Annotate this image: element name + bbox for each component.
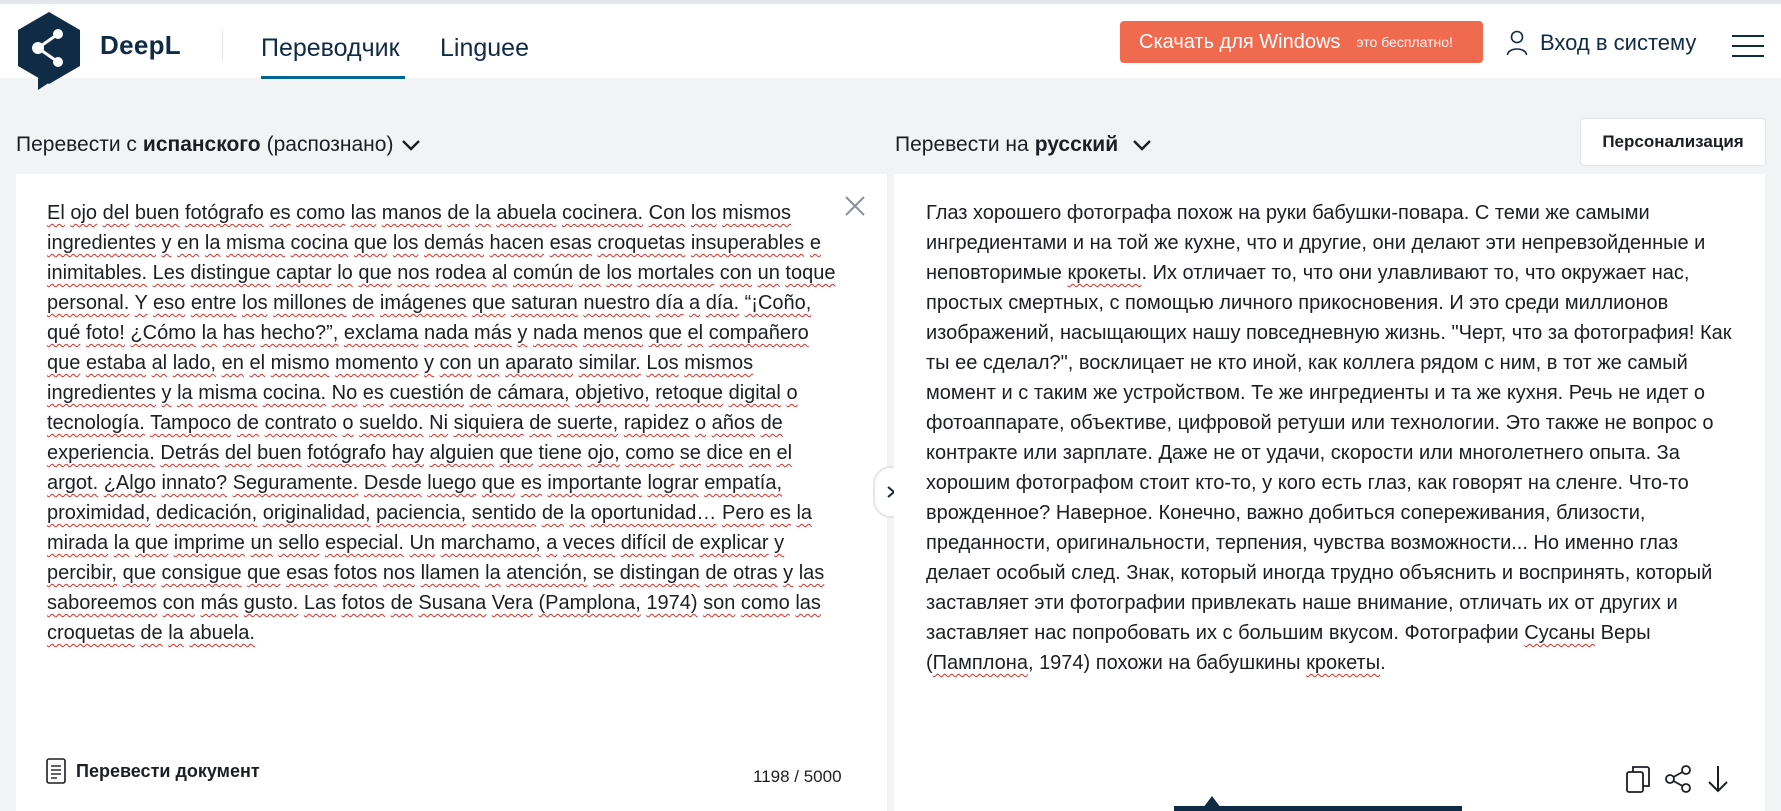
- source-word: experiencia.: [47, 442, 155, 464]
- source-word: inimitables.: [47, 262, 148, 284]
- source-word: del: [224, 442, 252, 464]
- source-word: tiene: [538, 442, 582, 464]
- source-word: demás: [423, 232, 484, 254]
- login-label: Вход в систему: [1540, 30, 1697, 55]
- source-word: que: [247, 562, 281, 584]
- tab-linguee[interactable]: Linguee: [440, 34, 529, 62]
- source-word: Un: [409, 532, 436, 554]
- source-word: Detrás: [160, 442, 220, 464]
- source-word: toque: [785, 262, 836, 284]
- source-word: a: [546, 532, 558, 554]
- source-word: No: [331, 382, 358, 404]
- source-word: como: [296, 202, 346, 224]
- target-panel: [894, 174, 1765, 811]
- source-word: ingredientes: [47, 232, 156, 254]
- source-word: los: [690, 202, 717, 224]
- source-word: cocina.: [262, 382, 327, 404]
- source-word: importante: [547, 472, 642, 494]
- source-word: y: [774, 532, 785, 554]
- source-word: argot.: [47, 472, 99, 494]
- source-word: ¿Algo: [103, 472, 156, 494]
- source-word: sentido: [471, 502, 537, 524]
- source-word: fotos: [333, 562, 378, 584]
- source-word: especial.: [324, 532, 404, 554]
- login-button[interactable]: [1506, 30, 1696, 56]
- source-word: que: [122, 562, 156, 584]
- source-word: marchamo,: [440, 532, 541, 554]
- source-word: con: [719, 262, 753, 284]
- source-word: cuestión: [389, 382, 464, 404]
- source-word: similar.: [578, 352, 641, 374]
- source-word: abuela: [496, 202, 557, 224]
- source-word: día: [655, 292, 684, 314]
- source-word: de: [529, 412, 552, 434]
- download-label: Скачать для Windows: [1139, 30, 1341, 53]
- source-word: Tampoco: [150, 412, 232, 434]
- source-word: entre: [190, 292, 237, 314]
- source-word: o: [786, 382, 798, 404]
- source-word: buen: [134, 202, 180, 224]
- source-word: lado,: [172, 352, 217, 374]
- source-word: de: [469, 382, 492, 404]
- source-word: misma: [226, 232, 285, 254]
- source-word: ¿Cómo: [130, 322, 196, 344]
- share-icon[interactable]: [1664, 764, 1692, 794]
- source-word: alguien: [429, 442, 495, 464]
- source-word: oportunidad…: [590, 502, 717, 524]
- source-word: son: [703, 592, 736, 614]
- source-word: la: [569, 502, 586, 524]
- source-word: la: [204, 232, 221, 254]
- source-word: “¡Coño,: [744, 292, 812, 314]
- source-word: años: [711, 412, 755, 434]
- source-word: se: [679, 442, 701, 464]
- source-word: Los: [646, 352, 679, 374]
- source-word: mirada: [47, 532, 109, 554]
- source-word: de: [705, 562, 728, 584]
- source-word: dedicación,: [155, 502, 258, 524]
- source-panel: [16, 174, 887, 811]
- source-word: ingredientes: [47, 382, 156, 404]
- source-word: que: [481, 472, 516, 494]
- source-word: de: [236, 412, 260, 434]
- source-word: se: [593, 562, 615, 584]
- translation-output[interactable]: Глаз хорошего фотографа похож на руки бабушки-повара. С теми же самыми ингредиентами и на той же кухне, что и другие, они делают эти непревзойденные и неповторимые крокеты. Их отличает то, что они улавливают то, что окружает нас, простых смертных, с помощью личного прикосновения. И это среди миллионов изображений, насыщающих нашу повседневную жизнь. "Черт, что за фотография! Как ты ее сделал?", восклицает не кто иной, как коллега рядом с ним, в тот же самый момент и с таким же устройством. Те же ингредиенты и та же кухня. Речь не идет о фотоаппарате, объективе, цифровой ретуши или технологии. Это также не вопрос о контракте или зарплате. Даже не от удачи, скорости или многолетнего опыта. За хорошим фотографом стоит кто-то, у кого есть глаз, как говорят на сленге. Что-то врожденное? Наверное. Конечно, важно добиться сопереживания, близости, преданности, оригинальности, терпения, чувства возможности... Но именно глаз делает особый след. Знак, который иногда трудно объяснить и воспринять, который заставляет эти фотографии привлекать наше внимание, отличать их от других и заставляет нас попробовать их с большим вкусом. Фотографии Сусаны Веры (Памплона, 1974) похожи на бабушкины крокеты.: [926, 202, 1732, 674]
- source-word: la: [168, 622, 184, 644]
- source-word: o: [342, 412, 354, 434]
- source-word: difícil: [620, 532, 667, 554]
- source-word: captar: [276, 262, 332, 284]
- source-word: siquiera: [453, 412, 524, 434]
- source-word: personal.: [47, 292, 130, 314]
- source-word: Les: [152, 262, 185, 284]
- source-word: la: [475, 202, 491, 224]
- target-flagged-word[interactable]: крокеты: [1306, 652, 1381, 674]
- source-word: fotógrafo: [184, 202, 264, 224]
- source-word: veces: [562, 532, 616, 554]
- source-word: es: [769, 502, 791, 524]
- source-word: (Pamplona,: [538, 592, 641, 614]
- source-word: misma: [198, 382, 258, 404]
- source-word: Seguramente.: [232, 472, 359, 494]
- source-word: qué: [47, 322, 81, 344]
- source-word: eso: [153, 292, 186, 314]
- source-word: como: [740, 592, 790, 614]
- source-word: o: [694, 412, 707, 434]
- source-word: paciencia,: [376, 502, 467, 524]
- source-word: exclama: [343, 322, 419, 344]
- source-word: con: [162, 592, 195, 614]
- source-word: sueldo.: [359, 412, 424, 434]
- source-word: digital: [728, 382, 781, 404]
- chevron-down-icon: [1132, 139, 1152, 151]
- source-word: luego: [427, 472, 477, 494]
- brand-name[interactable]: DeepL: [100, 30, 181, 60]
- source-word: Y: [134, 292, 148, 314]
- source-word: y: [517, 322, 528, 344]
- download-windows-button[interactable]: [1120, 21, 1483, 63]
- source-word: estaba: [85, 352, 146, 374]
- source-word: de: [541, 502, 565, 524]
- source-word: de: [760, 412, 783, 434]
- source-word: mismo: [270, 352, 330, 374]
- source-word: que: [499, 442, 533, 464]
- source-textarea[interactable]: [47, 198, 847, 648]
- source-word: innato?: [161, 472, 228, 494]
- tab-translator[interactable]: Переводчик: [261, 34, 400, 62]
- deepl-logo-icon[interactable]: [16, 10, 82, 92]
- source-word: al: [151, 352, 168, 374]
- source-word: distingue: [190, 262, 271, 284]
- active-tab-indicator: [261, 76, 405, 79]
- source-word: de: [447, 202, 470, 224]
- translate-document-label: Перевести документ: [76, 760, 260, 781]
- header: [0, 4, 1781, 78]
- source-word: 1974): [646, 592, 698, 614]
- translate-document-button[interactable]: [46, 758, 260, 784]
- source-word: es: [520, 472, 542, 494]
- source-lang-suffix: (распознано): [266, 133, 394, 156]
- source-word: llamen: [420, 562, 480, 584]
- source-word: e: [809, 232, 821, 254]
- source-word: la: [201, 322, 218, 344]
- source-word: saboreemos: [47, 592, 158, 614]
- source-word: que: [47, 352, 81, 374]
- source-word: gusto.: [243, 592, 299, 614]
- document-icon: [46, 758, 66, 784]
- source-word: fotógrafo: [307, 442, 387, 464]
- header-divider: [222, 30, 223, 60]
- source-word: rapidez: [623, 412, 690, 434]
- source-word: Con: [648, 202, 686, 224]
- source-word: Pero: [721, 502, 765, 524]
- source-word: Las: [303, 592, 337, 614]
- source-word: la: [113, 532, 130, 554]
- source-word: día.: [705, 292, 740, 314]
- source-word: y: [783, 562, 794, 584]
- source-word: buen: [257, 442, 302, 464]
- source-word: ojo,: [587, 442, 620, 464]
- source-word: lo: [337, 262, 353, 284]
- source-word: imágenes: [379, 292, 467, 314]
- source-word: los: [242, 292, 268, 314]
- source-word: las: [798, 562, 825, 584]
- source-word: mismos: [684, 352, 754, 374]
- source-word: de: [578, 262, 601, 284]
- source-word: y: [161, 232, 172, 254]
- source-word: que: [472, 292, 506, 314]
- source-word: abuela.: [189, 622, 255, 644]
- source-word: imprime: [173, 532, 245, 554]
- source-word: es: [269, 202, 291, 224]
- close-icon[interactable]: [843, 194, 867, 218]
- source-word: otras: [733, 562, 778, 584]
- copy-icon[interactable]: [1624, 764, 1652, 794]
- source-word: que: [353, 232, 388, 254]
- source-word: esas: [286, 562, 329, 584]
- source-word: la: [796, 502, 813, 524]
- chevron-down-icon: [401, 139, 421, 151]
- target-flagged-word[interactable]: Сусаны: [1524, 622, 1596, 644]
- source-lang-prefix: Перевести с: [16, 133, 137, 156]
- source-word: nada: [532, 322, 578, 344]
- source-word: momento: [335, 352, 419, 374]
- source-word: más: [474, 322, 512, 344]
- source-word: contrato: [264, 412, 337, 434]
- source-word: proximidad,: [47, 502, 151, 524]
- source-lang-name: испанского: [142, 133, 261, 156]
- source-word: manos: [381, 202, 442, 224]
- source-word: distingan: [619, 562, 700, 584]
- source-word: percibir,: [47, 562, 118, 584]
- source-word: empatía,: [704, 472, 783, 494]
- source-word: con: [439, 352, 472, 374]
- source-word: El: [47, 202, 65, 224]
- source-word: cocina: [290, 232, 349, 254]
- target-language-selector[interactable]: [895, 133, 1152, 157]
- source-word: de: [352, 292, 375, 314]
- source-word: consigue: [161, 562, 242, 584]
- source-word: tecnología.: [47, 412, 145, 434]
- source-word: croquetas: [597, 232, 686, 254]
- source-word: nada: [423, 322, 469, 344]
- source-word: nos: [382, 562, 416, 584]
- target-flagged-word[interactable]: Памплона: [932, 652, 1028, 674]
- source-word: atención,: [506, 562, 588, 584]
- target-lang-name: русский: [1034, 133, 1119, 156]
- source-language-selector[interactable]: [16, 133, 421, 157]
- source-word: esas: [549, 232, 592, 254]
- source-word: las: [350, 202, 377, 224]
- source-word: como: [625, 442, 675, 464]
- source-word: que: [648, 322, 682, 344]
- source-word: a: [689, 292, 701, 314]
- source-word: dice: [706, 442, 744, 464]
- source-word: hecho?”,: [260, 322, 339, 344]
- source-word: de: [140, 622, 163, 644]
- target-flagged-word[interactable]: крокеты: [1067, 262, 1142, 284]
- source-word: sello: [278, 532, 320, 554]
- source-word: objetivo,: [575, 382, 650, 404]
- source-word: es: [362, 382, 384, 404]
- source-word: y: [423, 352, 434, 374]
- source-word: compañero: [708, 322, 809, 344]
- source-word: Susana: [418, 592, 487, 614]
- source-word: menos: [583, 322, 644, 344]
- source-word: lograr: [647, 472, 699, 494]
- source-word: del: [102, 202, 130, 224]
- source-word: un: [250, 532, 273, 554]
- source-word: mortales: [637, 262, 715, 284]
- source-word: mismos: [722, 202, 791, 224]
- source-word: y: [161, 382, 172, 404]
- source-word: un: [477, 352, 500, 374]
- source-word: al: [491, 262, 508, 284]
- source-word: rodea: [435, 262, 487, 284]
- source-word: Ni: [429, 412, 449, 434]
- download-icon[interactable]: [1704, 764, 1732, 794]
- hamburger-menu-icon[interactable]: [1732, 34, 1764, 58]
- source-word: suerte,: [557, 412, 619, 434]
- source-word: el: [687, 322, 704, 344]
- source-word: en: [221, 352, 244, 374]
- source-word: en: [748, 442, 771, 464]
- source-word: fotos: [341, 592, 386, 614]
- source-word: los: [392, 232, 419, 254]
- source-word: los: [606, 262, 632, 284]
- source-word: de: [671, 532, 695, 554]
- source-word: nos: [397, 262, 430, 284]
- source-word: que: [358, 262, 392, 284]
- source-word: has: [222, 322, 255, 344]
- source-word: saturan: [511, 292, 578, 314]
- source-word: el: [249, 352, 266, 374]
- source-word: hacen: [489, 232, 545, 254]
- source-word: cámara,: [497, 382, 570, 404]
- source-word: hay: [391, 442, 424, 464]
- source-word: cocinera.: [561, 202, 644, 224]
- source-word: insuperables: [690, 232, 805, 254]
- target-lang-prefix: Перевести на: [895, 133, 1029, 156]
- source-word: común: [512, 262, 573, 284]
- source-word: Desde: [363, 472, 422, 494]
- personalization-button[interactable]: Персонализация: [1580, 118, 1766, 166]
- user-icon: [1506, 30, 1528, 56]
- source-word: ojo: [70, 202, 98, 224]
- source-word: foto!: [85, 322, 125, 344]
- source-word: aparato: [505, 352, 574, 374]
- source-word: explicar: [699, 532, 769, 554]
- character-counter: 1198 / 5000: [753, 767, 842, 786]
- source-word: nuestro: [583, 292, 651, 314]
- source-word: la: [485, 562, 501, 584]
- source-word: croquetas: [47, 622, 135, 644]
- source-word: de: [390, 592, 413, 614]
- download-sublabel: это бесплатно!: [1356, 34, 1453, 50]
- source-word: el: [776, 442, 793, 464]
- source-word: Vera: [491, 592, 533, 614]
- source-word: la: [177, 382, 193, 404]
- source-word: que: [134, 532, 169, 554]
- source-word: un: [757, 262, 780, 284]
- source-word: en: [177, 232, 200, 254]
- source-word: retoque: [655, 382, 724, 404]
- source-word: originalidad,: [262, 502, 371, 524]
- source-word: las: [795, 592, 821, 614]
- source-word: más: [200, 592, 239, 614]
- source-word: millones: [273, 292, 347, 314]
- feedback-bar[interactable]: [1174, 806, 1462, 811]
